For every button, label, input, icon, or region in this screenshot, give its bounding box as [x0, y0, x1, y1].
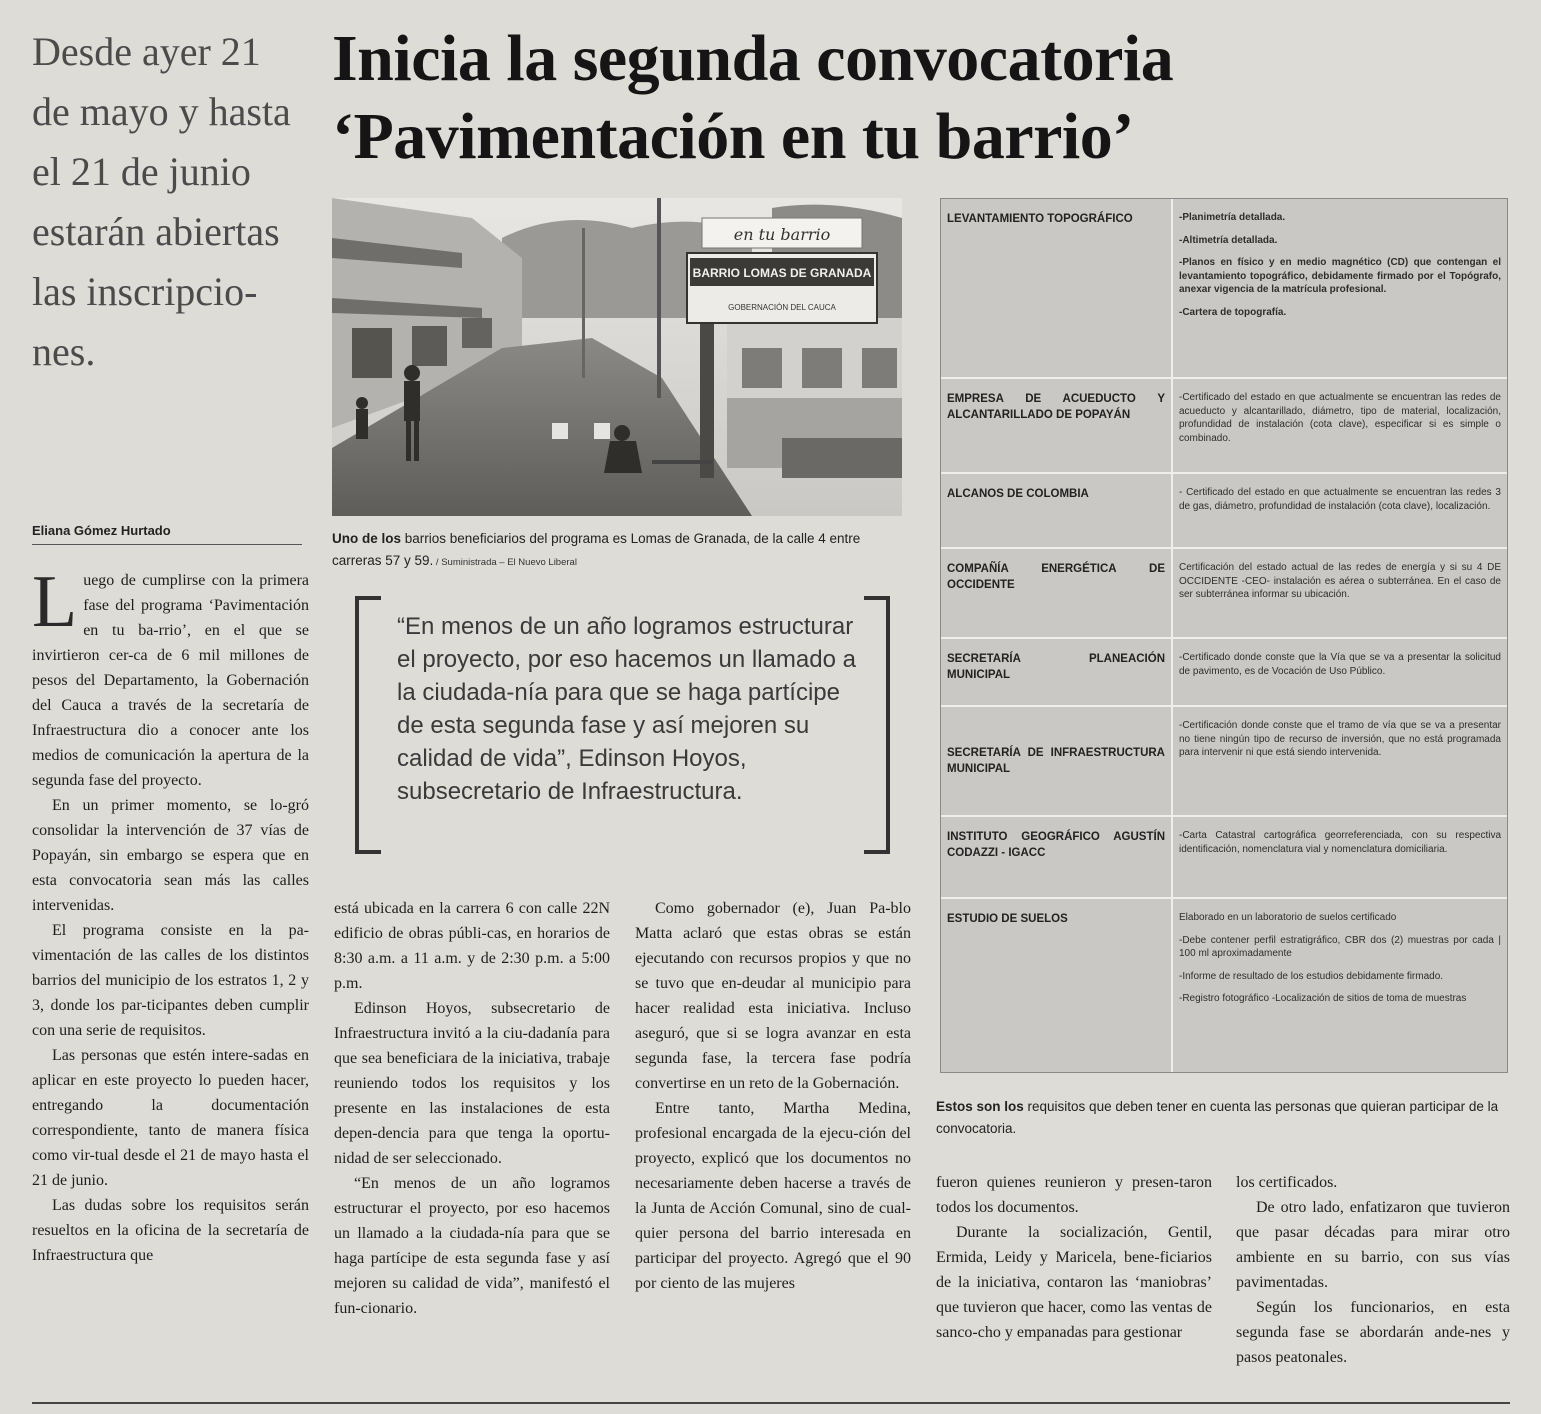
row-requirements: -Certificado donde conste que la Vía que se va a presentar la solicitud de pavimento, es de Vocación de Uso Público. — [1179, 652, 1501, 677]
body-paragraph: Edinson Hoyos, subsecretario de Infraestructura invitó a la ciu-dadanía para que sea beneficiara de la iniciativa, trabaje reuniendo todos los requisitos y los presente en las instalaciones de esta depen-dencia para que tenga la oportu-nidad de ser seleccionado. — [334, 1000, 610, 1167]
body-column-4 — [936, 1170, 1212, 1345]
row-requirements: -Certificado del estado en que actualmente se encuentran las redes de acueducto y alcantarillado, diámetro, tipo de material, localización, profundidad de instalación (cota clave), especificar si es simple o combinado. — [1179, 392, 1501, 444]
row-requirements: -Planimetría detallada. -Altimetría detallada. -Planos en físico y en medio magnético (CD) que contengan el levantamiento topográfico, debidamente firmado por el Topógrafo, anexar vigencia de la matrícula profesional. -Cartera de topografía. — [1179, 212, 1501, 318]
row-entity: LEVANTAMIENTO TOPOGRÁFICO — [947, 213, 1133, 225]
street-photo-illustration — [332, 198, 902, 516]
body-column-2 — [334, 896, 610, 1321]
row-entity: SECRETARÍA DE INFRAESTRUCTURA MUNICIPAL — [947, 747, 1165, 775]
row-requirements: -Certificación donde conste que el tramo de vía que se va a presentar no tiene ningún tipo de recurso de inversión, que no está programada para intervenir ni que está siendo intervenida. — [1179, 720, 1501, 758]
body-column-1 — [32, 561, 309, 1268]
article-photo — [332, 198, 902, 516]
body-paragraph: “En menos de un año logramos estructurar el proyecto, por eso hacemos un llamado a la ciudada-nía para que se haga partícipe de esta segunda fase y así mejoren su calidad de vida”, manifestó el fun-cionario. — [334, 1175, 610, 1317]
body-paragraph: Durante la socialización, Gentil, Ermida, Leidy y Maricela, bene-ficiarios de la iniciativa, contaron las ‘maniobras’ que tuvieron que hacer, como las ventas de sanco-cho y empanadas para gestionar — [936, 1224, 1212, 1341]
left-bracket-icon — [355, 596, 381, 854]
right-bracket-icon — [864, 596, 890, 854]
table-row — [941, 639, 1507, 707]
banner-text: en tu barrio — [733, 225, 831, 244]
drop-cap: L — [32, 561, 78, 643]
table-row — [941, 817, 1507, 899]
body-paragraph: Como gobernador (e), Juan Pa-blo Matta aclaró que estas obras se están ejecutando con recursos propios y que no se tuvo que en-deudar al municipio para hacer realidad esta iniciativa. Incluso aseguró, que si se logra avanzar en esta segunda fase, la tercera fase podría convertirse en un reto de la Gobernación. — [635, 900, 911, 1092]
body-column-3 — [635, 896, 911, 1296]
body-paragraph: está ubicada en la carrera 6 con calle 22N edificio de obras públi-cas, en horarios de 8:30 a.m. a 11 a.m. y de 2:30 p.m. a 5:00 p.m. — [334, 900, 610, 992]
table-row — [941, 899, 1507, 1072]
row-entity: EMPRESA DE ACUEDUCTO Y ALCANTARILLADO DE POPAYÁN — [947, 393, 1165, 421]
body-paragraph: Entre tanto, Martha Medina, profesional encargada de la ejecu-ción del proyecto, explicó que los documentos no necesariamente deben hacerse a través de la Junta de Acción Comunal, sino de cual-quier persona del barrio interesada en participar del proyecto. Agregó que el 90 por ciento de las mujeres — [635, 1100, 911, 1292]
body-paragraph: fueron quienes reunieron y presen-taron todos los documentos. — [936, 1174, 1212, 1216]
sign-subtext: GOBERNACIÓN DEL CAUCA — [728, 303, 836, 312]
row-requirements: Certificación del estado actual de las redes de energía y si su 4 DE OCCIDENTE -CEO- instalación es aérea o subterránea. En el caso de ser subterránea informar su ubicación. — [1179, 562, 1501, 600]
body-paragraph: Luego de cumplirse con la primera fase del programa ‘Pavimentación en tu ba-rrio’, en el que se invirtieron cer-ca de 6 mil millones de pesos del Departamento, la Gobernación del Cauca a través de la secretaría de Infraestructura dio a conocer ante los medios de comunicación la apertura de la segunda fase del proyecto. — [32, 561, 309, 789]
table-row — [941, 199, 1507, 379]
table-caption — [936, 1096, 1506, 1140]
row-entity: ESTUDIO DE SUELOS — [947, 913, 1068, 925]
table-caption-text: requisitos que deben tener en cuenta las personas que quieran participar de la convocatoria. — [936, 1099, 1499, 1136]
headline-line-1: Inicia la segunda convocatoria — [332, 22, 1174, 95]
row-requirements: Elaborado en un laboratorio de suelos certificado -Debe contener perfil estratigráfico, CBR dos (2) muestras por cada | 100 ml aproximadamente -Informe de resultado de los estudios debidamente firmado. -Registro fotográfico -Localización de sitios de toma de muestras — [1179, 912, 1501, 1004]
body-column-5 — [1236, 1170, 1510, 1370]
sign-text: BARRIO LOMAS DE GRANADA — [692, 266, 872, 280]
requirements-table — [940, 198, 1508, 1073]
article-kicker: Desde ayer 21 de mayo y hasta el 21 de junio estarán abiertas las inscripcio-nes. — [32, 29, 291, 374]
body-paragraph: Según los funcionarios, en esta segunda fase se abordarán ande-nes y pasos peatonales. — [1236, 1299, 1510, 1366]
byline: Eliana Gómez Hurtado — [32, 523, 302, 545]
body-paragraph: Las personas que estén intere-sadas en aplicar en este proyecto lo pueden hacer, entregando la documentación correspondiente, tanto de manera física como vir-tual desde el 21 de mayo hasta el 21 de junio. — [32, 1047, 309, 1189]
pull-quote — [355, 596, 890, 854]
body-paragraph: los certificados. — [1236, 1174, 1338, 1191]
row-requirements: -Carta Catastral cartográfica georreferenciada, con su respectiva identificación, nomenclatura vial y nomenclatura domiciliaria. — [1179, 830, 1501, 855]
row-requirements: - Certificado del estado en que actualmente se encuentran las redes 3 de gas, diámetro, profundidad de instalación (cota clave), localización. — [1179, 487, 1501, 512]
row-entity: INSTITUTO GEOGRÁFICO AGUSTÍN CODAZZI - IGACC — [947, 831, 1165, 859]
row-entity: ALCANOS DE COLOMBIA — [947, 488, 1089, 500]
photo-caption — [332, 528, 902, 574]
pull-quote-text: “En menos de un año logramos estructurar el proyecto, por eso hacemos un llamado a la ciudada-nía para que se haga partícipe de esta segunda fase y así mejoren su calidad de vida”, Edinson Hoyos, subsecretario de Infraestructura. — [397, 613, 856, 805]
headline-line-2: ‘Pavimentación en tu barrio’ — [332, 100, 1134, 173]
table-row — [941, 707, 1507, 817]
row-entity: SECRETARÍA PLANEACIÓN MUNICIPAL — [947, 653, 1165, 681]
caption-text: barrios beneficiarios del programa es Lomas de Granada, de la calle 4 entre carreras 57 y 59. — [332, 531, 861, 568]
caption-credit: / Suministrada – El Nuevo Liberal — [433, 557, 577, 568]
table-caption-lead: Estos son los — [936, 1099, 1024, 1114]
body-paragraph: De otro lado, enfatizaron que tuvieron que pasar décadas para mirar otro ambiente en su barrio, con sus vías pavimentadas. — [1236, 1199, 1510, 1291]
row-entity: COMPAÑÍA ENERGÉTICA DE OCCIDENTE — [947, 563, 1165, 591]
body-paragraph: Las dudas sobre los requisitos serán resueltos en la oficina de la secretaría de Infraestructura que — [32, 1197, 309, 1264]
bottom-rule — [32, 1402, 1510, 1404]
article-headline — [332, 20, 1512, 176]
body-paragraph: En un primer momento, se lo-gró consolidar la intervención de 37 vías de Popayán, sin embargo se espera que en esta convocatoria sean más las calles intervenidas. — [32, 797, 309, 914]
table-row — [941, 379, 1507, 474]
table-row — [941, 474, 1507, 549]
caption-lead: Uno de los — [332, 531, 402, 546]
body-paragraph: El programa consiste en la pa-vimentación de las calles de los distintos barrios del municipio de los estratos 1, 2 y 3, donde los par-ticipantes deben cumplir con una serie de requisitos. — [32, 922, 309, 1039]
table-row — [941, 549, 1507, 639]
